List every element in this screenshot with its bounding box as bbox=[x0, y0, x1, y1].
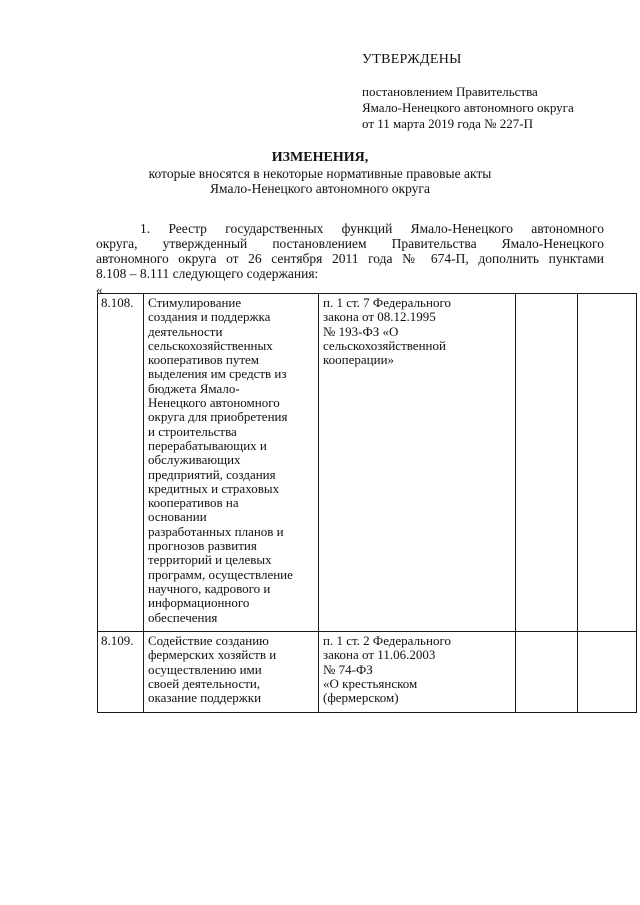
document-subtitle-line: которые вносятся в некоторые нормативные правовые акты bbox=[148, 166, 492, 181]
document-subtitle-line: Ямало-Ненецкого автономного округа bbox=[210, 181, 430, 196]
approval-line: Ямало-Ненецкого автономного округа bbox=[362, 100, 574, 115]
description-line: Стимулирование bbox=[148, 295, 242, 310]
approval-line: от 11 марта 2019 года № 227-П bbox=[362, 116, 534, 131]
document-title: ИЗМЕНЕНИЯ, bbox=[271, 150, 369, 165]
description-line: информационного bbox=[148, 595, 250, 611]
description-line: разработанных планов и bbox=[148, 523, 284, 539]
approval-line: постановлением Правительства bbox=[362, 84, 538, 99]
description-line: перерабатывающих и bbox=[148, 437, 267, 453]
empty-cell bbox=[578, 632, 637, 713]
functions-table bbox=[97, 293, 637, 713]
description-line: предприятий, создания bbox=[148, 466, 276, 482]
description-line: обеспечения bbox=[148, 609, 218, 625]
paragraph-line: округа, утвержденный постановлением Правительства Ямало-Ненецкого bbox=[96, 236, 604, 251]
empty-cell bbox=[578, 294, 637, 632]
description-line: деятельности bbox=[148, 323, 223, 339]
basis-line: «О крестьянском bbox=[323, 675, 418, 691]
row-number: 8.109. bbox=[98, 632, 144, 713]
table-row bbox=[98, 294, 637, 632]
table-row bbox=[98, 632, 637, 713]
paragraph-line: автономного округа от 26 сентября 2011 года № 674-П, дополнить пунктами bbox=[96, 251, 604, 266]
legal-basis bbox=[319, 294, 516, 632]
basis-line: сельскохозяйственной bbox=[323, 337, 446, 353]
function-description bbox=[144, 294, 319, 632]
basis-line: № 193-ФЗ «О bbox=[323, 323, 399, 339]
function-description bbox=[144, 632, 319, 713]
description-line: сельскохозяйственных bbox=[148, 337, 273, 353]
description-line: бюджета Ямало- bbox=[148, 380, 240, 396]
description-line: основании bbox=[148, 509, 207, 525]
basis-line: п. 1 ст. 2 Федерального bbox=[323, 633, 451, 648]
description-line: своей деятельности, bbox=[148, 675, 261, 691]
description-line: и строительства bbox=[148, 423, 237, 439]
description-line: программ, осуществление bbox=[148, 566, 293, 582]
description-line: Содействие созданию bbox=[148, 633, 269, 648]
description-line: кооперативов путем bbox=[148, 352, 260, 368]
approval-stamp-title: УТВЕРЖДЕНЫ bbox=[362, 52, 462, 67]
description-line: выделения им средств из bbox=[148, 366, 287, 382]
basis-line: п. 1 ст. 7 Федерального bbox=[323, 295, 451, 310]
description-line: обслуживающих bbox=[148, 452, 241, 468]
basis-line: № 74-ФЗ bbox=[323, 661, 373, 677]
paragraph-line: 8.108 – 8.111 следующего содержания: bbox=[96, 266, 319, 281]
basis-line: закона от 11.06.2003 bbox=[323, 647, 436, 663]
basis-line: (фермерском) bbox=[323, 690, 399, 706]
description-line: создания и поддержка bbox=[148, 309, 271, 325]
description-line: прогнозов развития bbox=[148, 538, 257, 554]
legal-basis bbox=[319, 632, 516, 713]
empty-cell bbox=[516, 632, 578, 713]
description-line: оказание поддержки bbox=[148, 690, 262, 706]
row-number: 8.108. bbox=[98, 294, 144, 632]
description-line: научного, кадрового и bbox=[148, 580, 271, 596]
paragraph-line: 1. Реестр государственных функций Ямало-Ненецкого автономного bbox=[140, 221, 604, 236]
description-line: кооперативов на bbox=[148, 495, 239, 511]
description-line: территорий и целевых bbox=[148, 552, 272, 568]
description-line: Ненецкого автономного bbox=[148, 395, 280, 411]
empty-cell bbox=[516, 294, 578, 632]
opening-quote: « bbox=[96, 282, 103, 297]
description-line: округа для приобретения bbox=[148, 409, 288, 425]
basis-line: закона от 08.12.1995 bbox=[323, 309, 436, 325]
description-line: кредитных и страховых bbox=[148, 480, 280, 496]
description-line: фермерских хозяйств и bbox=[148, 647, 277, 663]
basis-line: кооперации» bbox=[323, 352, 395, 368]
description-line: осуществлению ими bbox=[148, 661, 262, 677]
